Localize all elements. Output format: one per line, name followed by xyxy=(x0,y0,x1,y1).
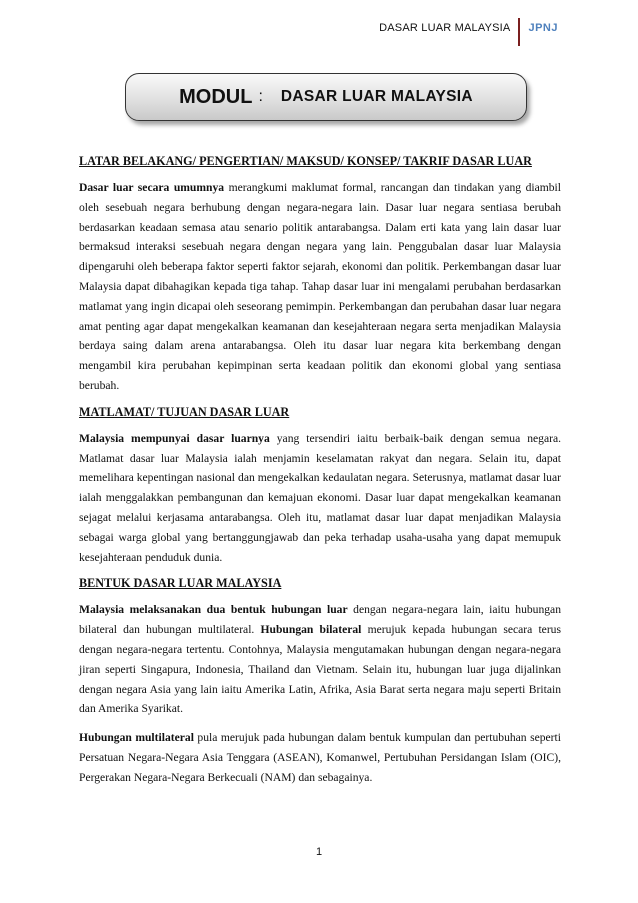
section-heading: MATLAMAT/ TUJUAN DASAR LUAR xyxy=(79,404,290,419)
paragraph-text: dengan negara-negara lain, iaitu hubungan bilateral dan hubungan multilateral. xyxy=(79,603,561,637)
bold-phrase: Malaysia mempunyai dasar luarnya xyxy=(79,431,270,445)
document-body xyxy=(79,154,561,797)
paragraph-text: yang tersendiri iaitu berbaik-baik dengan semua negara. Matlamat dasar luar Malaysia ialah menjamin keselamatan rakyat dan negara. Selain itu, dapat memelihara kepentingan nasional dan mengekalkan kedaulatan negara. Seterusnya, matlamat dasar luar ialah menggalakkan pembangunan dan kemajuan ekonomi. Dasar luar dapat mengekalkan keamanan sejagat melalui kerjasama antarabangsa. Oleh itu, matlamat dasar luar dapat menjadikan Malaysia sebagai warga global yang bertanggungjawab dan peka terhadap usaha-usaha yang dapat memupuk kesejahteraan penduduk dunia. xyxy=(79,431,561,564)
page-header xyxy=(379,18,558,48)
paragraph xyxy=(79,178,561,396)
paragraph-text: merangkumi maklumat formal, rancangan dan tindakan yang diambil oleh sesebuah negara berhubung dengan negara-negara lain. Dasar luar negara sentiasa berubah berdasarkan keadaan semasa atau senario politik antarabangsa. Dalam erti kata yang lain dasar luar bermaksud interaksi sesebuah negara dengan negara yang lain. Penggubalan dasar luar Malaysia dipengaruhi oleh beberapa faktor seperti faktor sejarah, ekonomi dan politik. Perkembangan dasar luar Malaysia dapat dibahagikan kepada tiga tahap. Tahap dasar luar ini mengalami perubahan berdasarkan matlamat yang ingin dicapai oleh seseorang pemimpin. Perkembangan dan perubahan dasar luar negara amat penting agar dapat mengekalkan keamanan dan kesejahteraan negara serta menjadikan Malaysia berdaya saing dalam arena antarabangsa. Oleh itu dasar luar negara kita berkembang dengan mengambil kira perubahan kepimpinan serta keadaan politik dan ekonomi global yang sentiasa berubah. xyxy=(79,181,561,392)
bold-phrase: Hubungan bilateral xyxy=(260,623,362,637)
section-heading: BENTUK DASAR LUAR MALAYSIA xyxy=(79,576,282,591)
paragraph xyxy=(79,728,561,787)
module-title-box xyxy=(125,73,527,121)
module-label: MODUL xyxy=(179,85,253,108)
section-objectives xyxy=(79,405,561,568)
paragraph-text: merujuk kepada hubungan secara terus dengan negara-negara tertentu. Contohnya, Malaysia mengutamakan hubungan dengan negara-negara jiran seperti Singapura, Indonesia, Thailand dan Vietnam. Selain itu, hubungan luar juga dijalinkan dengan negara Asia yang lain iaitu Amerika Latin, Afrika, Asia Barat serta negara maju seperti Britain dan Amerika Syarikat. xyxy=(79,623,561,716)
bold-phrase: Malaysia melaksanakan dua bentuk hubungan luar xyxy=(79,603,348,617)
section-heading: LATAR BELAKANG/ PENGERTIAN/ MAKSUD/ KONSEP/ TAKRIF DASAR LUAR xyxy=(79,154,532,168)
header-title: DASAR LUAR MALAYSIA xyxy=(379,22,511,34)
paragraph xyxy=(79,600,561,719)
module-colon: : xyxy=(258,88,263,105)
bold-phrase: Dasar luar secara umumnya xyxy=(79,181,225,194)
section-background xyxy=(79,154,561,396)
bold-phrase: Hubungan multilateral xyxy=(79,731,194,745)
header-tag: JPNJ xyxy=(528,22,558,34)
paragraph xyxy=(79,429,561,568)
section-forms xyxy=(79,576,561,787)
paragraph-text: pula merujuk pada hubungan dalam bentuk kumpulan dan pertubuhan seperti Persatuan Negara-Negara Asia Tenggara (ASEAN), Komanwel, Pertubuhan Persidangan Islam (OIC), Pergerakan Negara-Negara Berkecuali (NAM) dan sebagainya. xyxy=(79,731,561,784)
page-number: 1 xyxy=(315,846,323,858)
module-title: DASAR LUAR MALAYSIA xyxy=(280,88,473,105)
